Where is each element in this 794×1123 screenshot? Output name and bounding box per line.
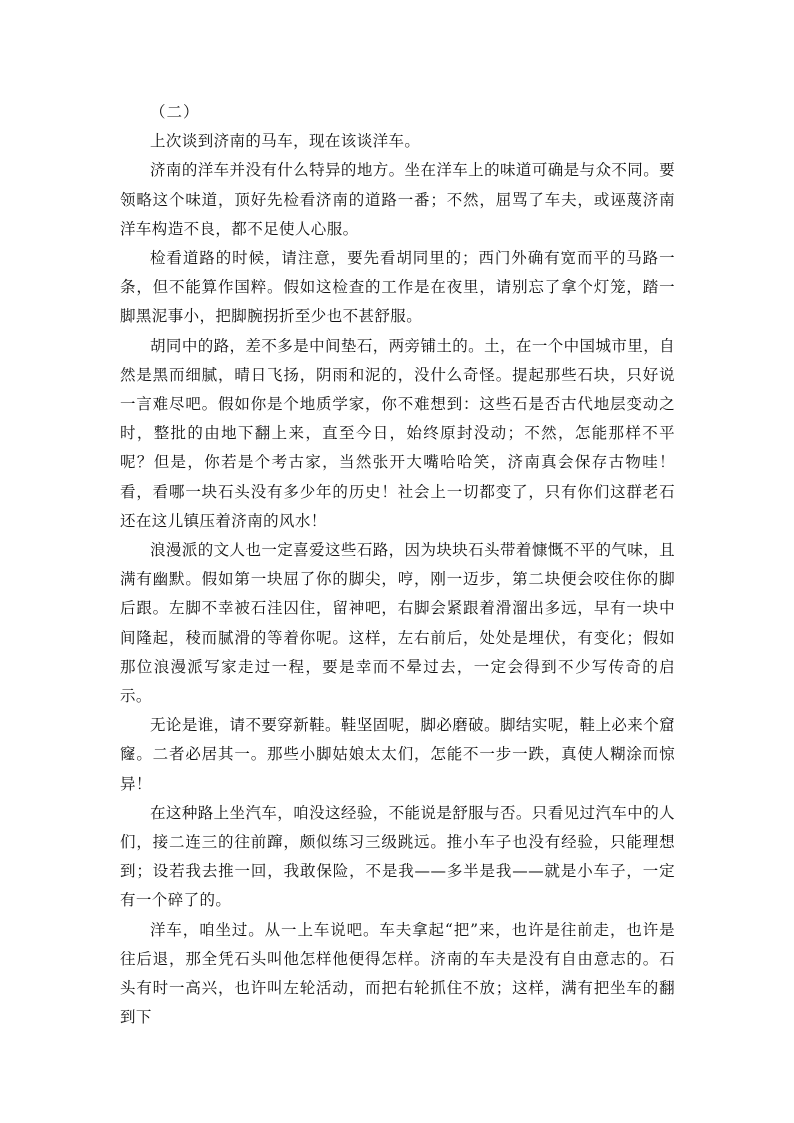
paragraph-8: 洋车，咱坐过。从一上车说吧。车夫拿起“把”来，也许是往前走，也许是往后退，那全凭石头叫他怎样他便得怎样。济南的车夫是没有自由意志的。石头有时一高兴，也许叫左轮活动，而把右轮抓住不放；这样，满有把坐车的翻到下 bbox=[120, 920, 675, 1027]
section-heading: （二） bbox=[150, 103, 200, 121]
paragraph-1: 上次谈到济南的马车，现在该谈洋车。 bbox=[150, 132, 421, 151]
paragraph-5: 浪漫派的文人也一定喜爱这些石路，因为块块石头带着慷慨不平的气味，且满有幽默。假如第一块屈了你的脚尖，哼，刚一迈步，第二块便会咬住你的脚后跟。左脚不幸被石洼囚住，留神吧，右脚会紧跟着滑溜出多远，早有一块中间隆起，稜而腻滑的等着你呢。这样，左右前后，处处是埋伏，有变化；假如那位浪漫派写家走过一程，要是幸而不晕过去，一定会得到不少写传奇的启示。 bbox=[120, 541, 675, 706]
paragraph-7: 在这种路上坐汽车，咱没这经验，不能说是舒服与否。只看见过汽车中的人们，接二连三的往前蹿，颇似练习三级跳远。推小车子也没有经验，只能理想到；设若我去推一回，我敢保险，不是我——多半是我——就是小车子，一定有一个碎了的。 bbox=[120, 803, 675, 910]
paragraph-2: 济南的洋车并没有什么特异的地方。坐在洋车上的味道可确是与众不同。要领略这个味道，顶好先检看济南的道路一番；不然，屈骂了车夫，或诬蔑济南洋车构造不良，都不足使人心服。 bbox=[120, 161, 675, 238]
paragraph-3: 检看道路的时候，请注意，要先看胡同里的；西门外确有宽而平的马路一条，但不能算作国粹。假如这检查的工作是在夜里，请别忘了拿个灯笼，踏一脚黑泥事小，把脚腕拐折至少也不甚舒服。 bbox=[120, 249, 675, 326]
paragraph-6: 无论是谁，请不要穿新鞋。鞋坚固呢，脚必磨破。脚结实呢，鞋上必来个窟窿。二者必居其一。那些小脚姑娘太太们，怎能不一步一跌，真使人糊涂而惊异！ bbox=[120, 716, 675, 793]
document-page bbox=[120, 98, 675, 1033]
paragraph-4: 胡同中的路，差不多是中间垫石，两旁铺土的。土，在一个中国城市里，自然是黑而细腻，晴日飞扬，阴雨和泥的，没什么奇怪。提起那些石块，只好说一言难尽吧。假如你是个地质学家，你不难想到：这些石是否古代地层变动之时，整批的由地下翻上来，直至今日，始终原封没动；不然，怎能那样不平呢？但是，你若是个考古家，当然张开大嘴哈哈笑，济南真会保存古物哇！看，看哪一块石头没有多少年的历史！社会上一切都变了，只有你们这群老石还在这儿镇压着济南的风水！ bbox=[120, 336, 675, 530]
